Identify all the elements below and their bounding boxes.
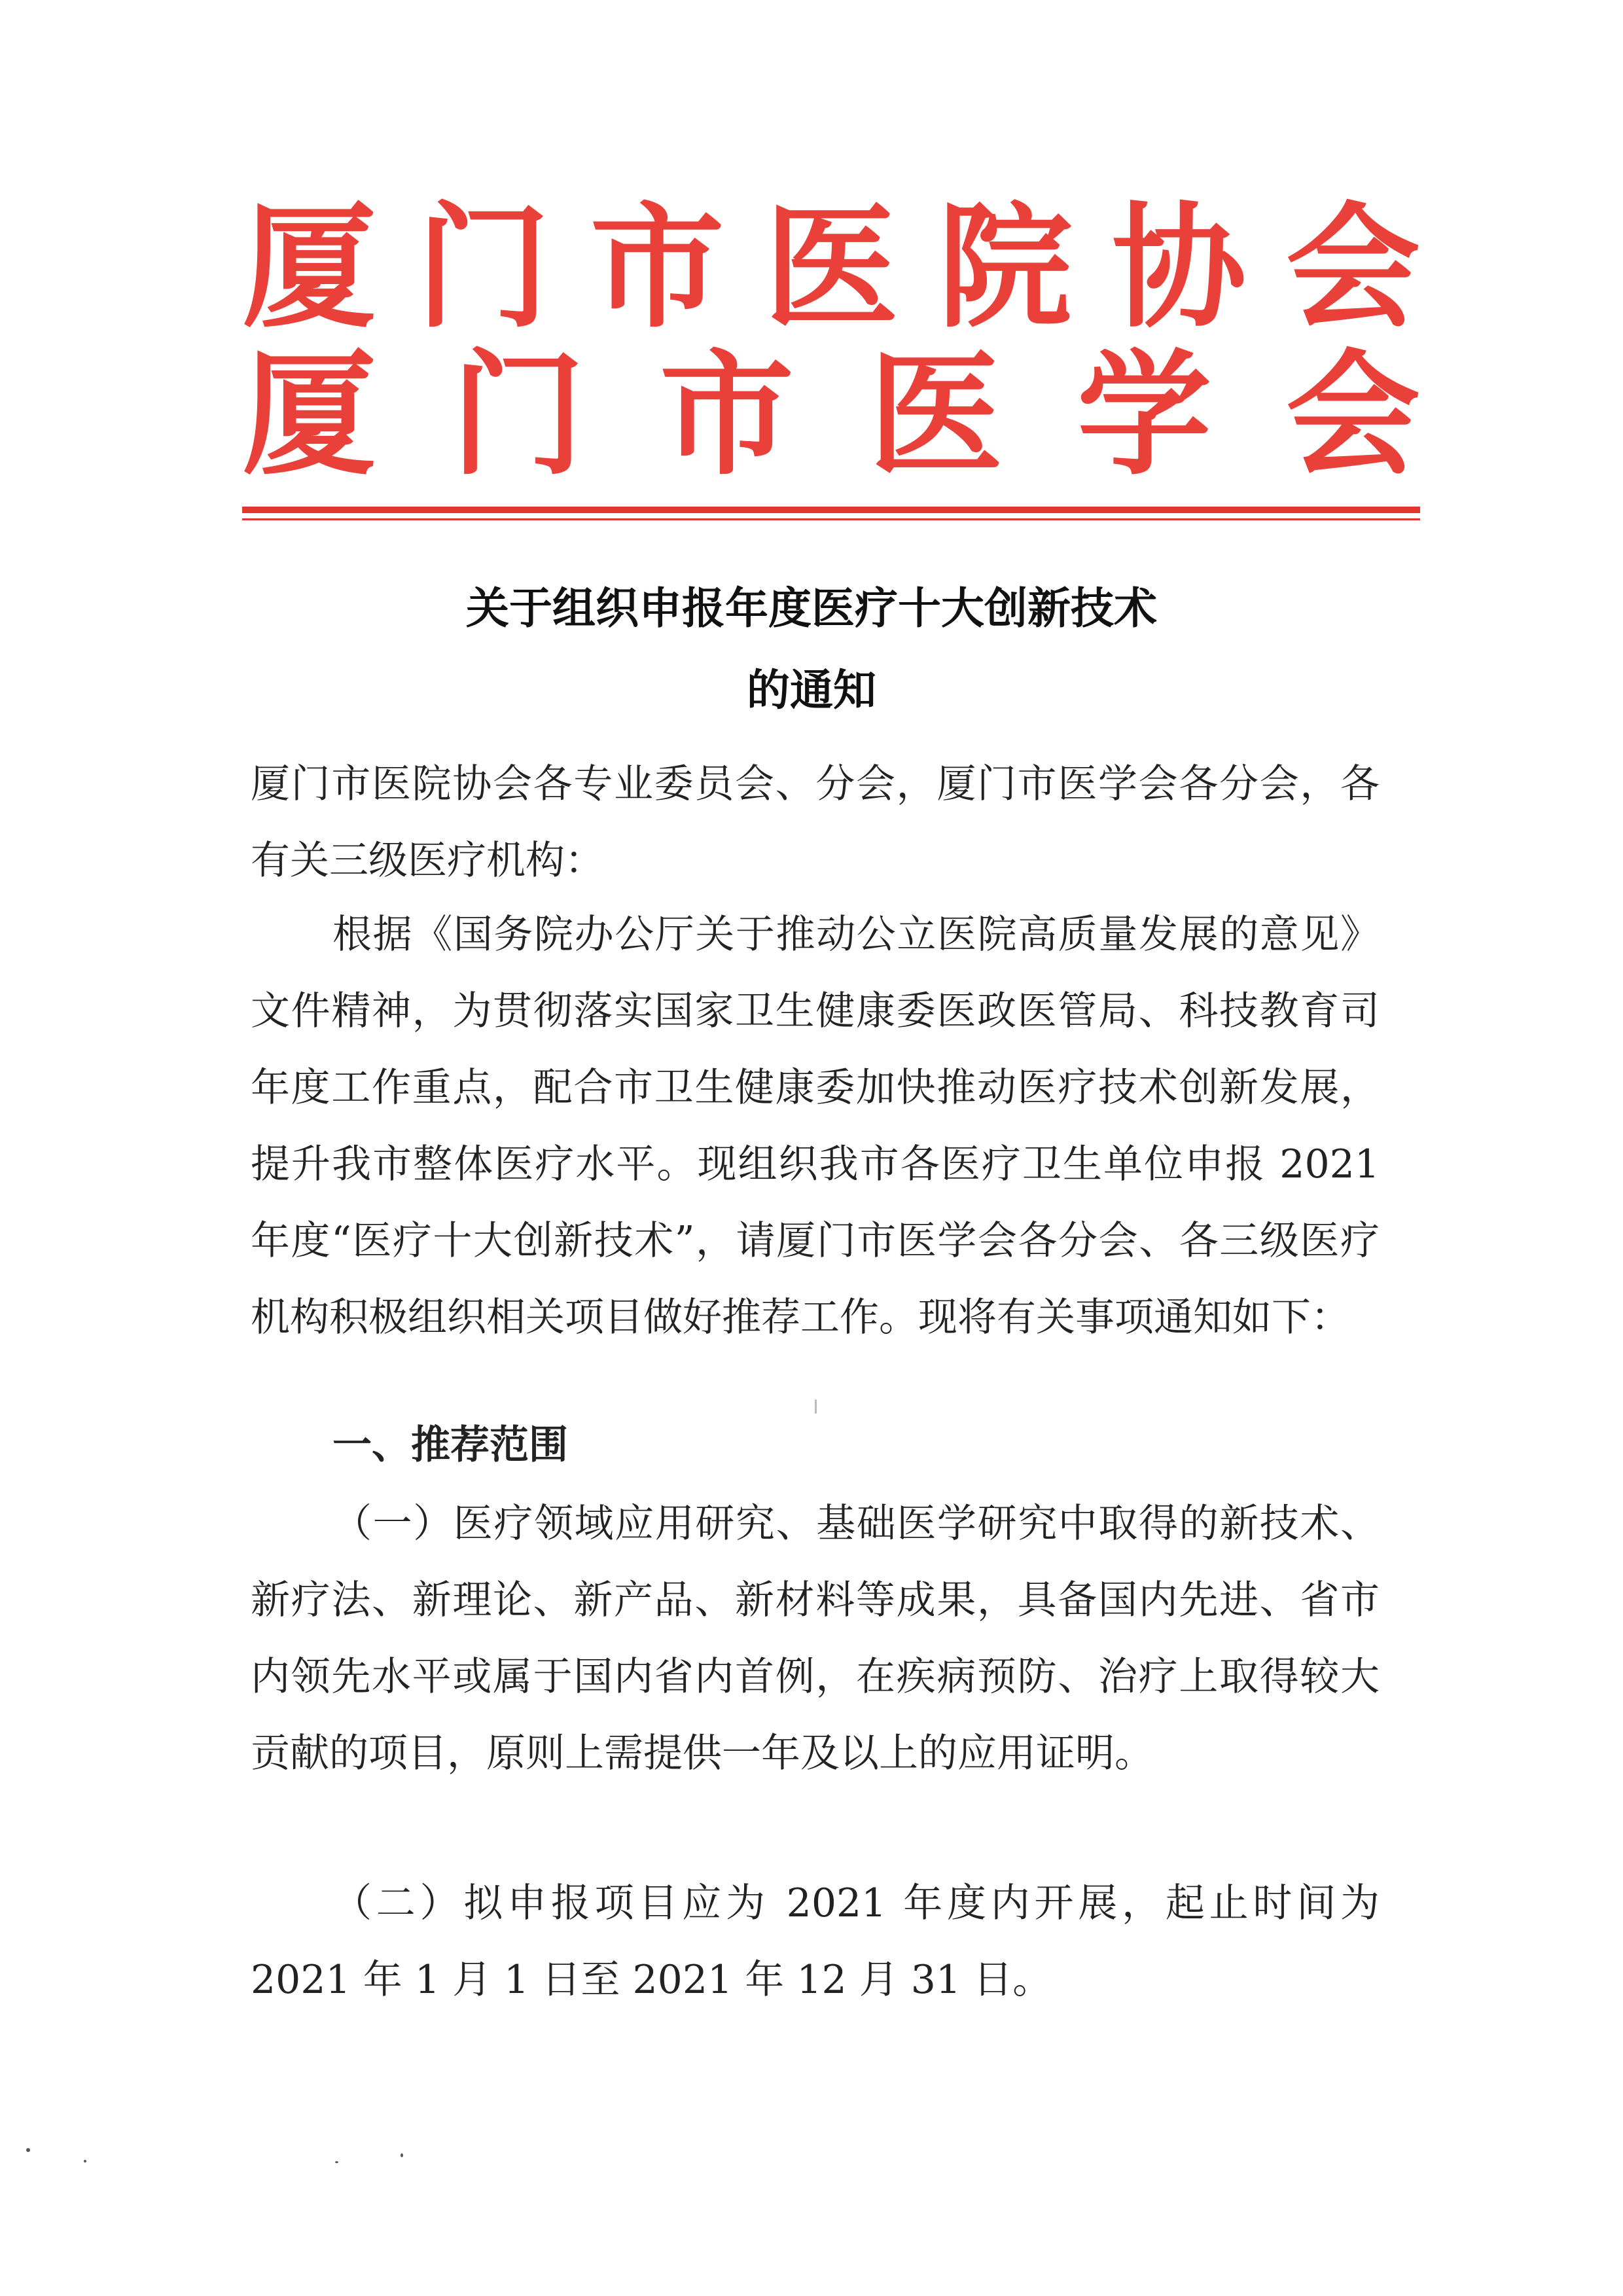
org-name-hospital-association: [242, 190, 1420, 346]
scan-speck: [84, 2160, 86, 2162]
org-char: 院: [938, 190, 1073, 346]
scope-item-2: （二）拟申报项目应为 2021 年度内开展，起止时间为 2021 年 1 月 1 日至 2021 年 12 月 31 日。: [251, 1880, 1380, 2003]
notice-title-line-2: 的通知: [747, 665, 876, 715]
scan-speck: [401, 2153, 403, 2157]
org-char: 医: [764, 190, 899, 346]
scan-speck: [26, 2148, 30, 2152]
scan-speck: [815, 1399, 817, 1414]
header-red-rule-thin: [242, 518, 1420, 520]
scope-item-1: （一）医疗领域应用研究、基础医学研究中取得的新技术、新疗法、新理论、新产品、新材料等成果，具备国内先进、省市内领先水平或属于国内省内首例，在疾病预防、治疗上取得较大贡献的项目，原则上需提供一年及以上的应用证明。: [251, 1501, 1380, 1776]
header-red-rule-thick: [242, 507, 1420, 513]
paragraph-basis: 根据《国务院办公厅关于推动公立医院高质量发展的意见》文件精神，为贯彻落实国家卫生健康委医政医管局、科技教育司年度工作重点，配合市卫生健康委加快推动医疗技术创新发展，提升我市整体医疗水平。现组织我市各医疗卫生单位申报 2021 年度“医疗十大创新技术”，请厦门市医学会各分会、各三级医疗机构积极组织相关项目做好推荐工作。现将有关事项通知如下：: [251, 912, 1380, 1340]
notice-title-line-1: 关于组织申报年度医疗十大创新技术: [466, 583, 1157, 634]
org-char: 医: [868, 338, 1003, 493]
section-heading-scope: 一、推荐范围: [332, 1422, 568, 1468]
org-name-medical-association: [242, 338, 1420, 493]
scan-speck: [335, 2161, 338, 2163]
org-char: 会: [1285, 190, 1420, 346]
org-char: 市: [660, 338, 794, 493]
org-char: 市: [590, 190, 724, 346]
salutation: 厦门市医院协会各专业委员会、分会，厦门市医学会各分会，各有关三级医疗机构：: [251, 761, 1380, 884]
org-char: 协: [1112, 190, 1247, 346]
org-char: 会: [1286, 338, 1420, 493]
org-char: 厦: [242, 338, 376, 493]
org-char: 厦: [242, 190, 376, 346]
org-char: 学: [1077, 338, 1211, 493]
org-char: 门: [416, 190, 550, 346]
org-char: 门: [451, 338, 585, 493]
